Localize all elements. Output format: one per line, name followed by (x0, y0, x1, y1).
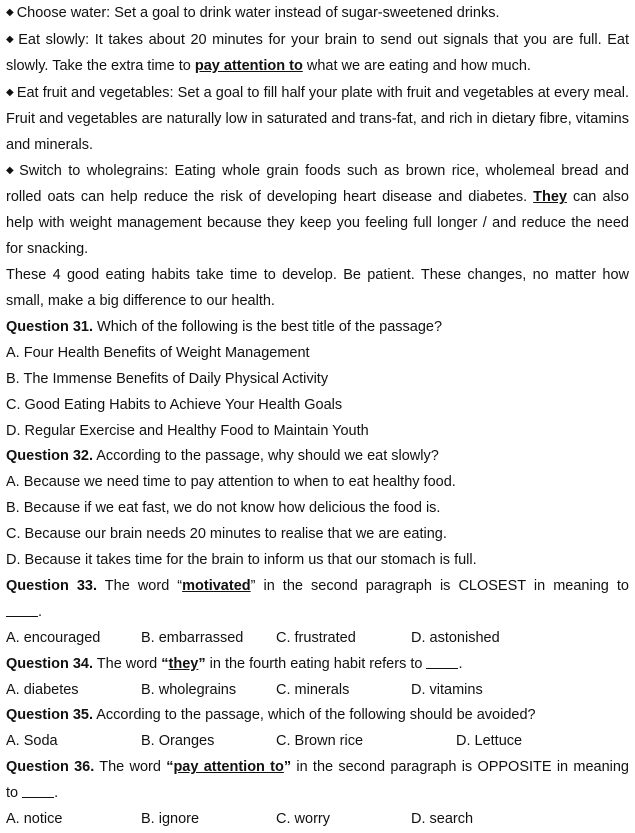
habit-text: Eat fruit and vegetables: Set a goal to fill half your plate with fruit and vegetables at every meal. Fruit and vegetables are naturally low in saturated and trans-fat, and rich in dietary fibre, vitamins and minerals. (6, 84, 629, 153)
question-text: in the second paragraph is OPPOSITE in meaning (291, 759, 629, 776)
question-tail: . (38, 603, 43, 620)
diamond-bullet-icon: ◆ (6, 86, 14, 98)
diamond-bullet-icon: ◆ (6, 165, 17, 177)
question-text: in the fourth eating habit refers to (205, 655, 427, 672)
question-35 (6, 703, 629, 729)
option-c[interactable]: C. Because our brain needs 20 minutes to realise that we are eating. (6, 526, 447, 543)
habit-choose-water (6, 0, 629, 27)
answer-blank (22, 783, 54, 798)
question-text: Which of the following is the best title of the passage? (93, 318, 443, 335)
diamond-bullet-icon: ◆ (6, 33, 16, 45)
option-b[interactable]: B. embarrassed (141, 629, 244, 646)
option-d[interactable]: D. search (411, 811, 474, 828)
question-text: The word (93, 655, 162, 672)
question-label: Question 34. (6, 655, 94, 672)
option-a[interactable]: A. diabetes (6, 681, 79, 698)
question-text: According to the passage, which of the following should be avoided? (93, 707, 536, 724)
closing-paragraph: These 4 good eating habits take time to develop. Be patient. These changes, no matter how small, make a big difference to our health. (6, 267, 629, 309)
highlighted-phrase: pay attention to (194, 57, 303, 74)
question-36-blank-line (6, 781, 629, 807)
option-c[interactable]: C. worry (276, 811, 330, 828)
option-a[interactable]: A. Four Health Benefits of Weight Management (6, 344, 310, 361)
options-row (6, 807, 629, 833)
option-a[interactable]: A. Soda (6, 733, 58, 750)
option-c[interactable]: C. frustrated (276, 629, 356, 646)
question-32 (6, 444, 629, 470)
diamond-bullet-icon: ◆ (6, 7, 14, 18)
option-a[interactable]: A. notice (6, 811, 63, 828)
question-tail: . (54, 785, 59, 802)
question-36 (6, 755, 629, 781)
option-c[interactable]: C. Good Eating Habits to Achieve Your Health Goals (6, 396, 343, 413)
habit-text: Eat slowly: It takes about 20 minutes for your brain to send out signals that you are full. Eat slowly. Take the extra time to (6, 31, 629, 74)
close-quote: ” (198, 655, 206, 672)
question-label: Question 35. (6, 707, 94, 724)
habit-text: can also help with weight management because they keep you feeling full longer / and reduce the need for snacking. (6, 189, 629, 258)
option-d[interactable]: D. Because it takes time for the brain to inform us that our stomach is full. (6, 552, 477, 569)
habit-fruit-vegetables (6, 80, 629, 159)
question-text: The word “ (97, 577, 183, 594)
option-a[interactable]: A. Because we need time to pay attention to when to eat healthy food. (6, 474, 456, 491)
option-b[interactable]: B. Because if we eat fast, we do not know how delicious the food is. (6, 500, 441, 517)
option-d[interactable]: D. Lettuce (456, 733, 523, 750)
habit-eat-slowly (6, 27, 629, 80)
options-row (6, 729, 629, 755)
question-label: Question 33. (6, 577, 98, 594)
habit-wholegrains (6, 158, 629, 263)
question-31 (6, 315, 629, 341)
question-text: to (6, 785, 23, 802)
question-text: The word (94, 759, 167, 776)
question-33-blank-line (6, 600, 629, 626)
close-quote: ” (283, 759, 292, 776)
option-d[interactable]: D. astonished (411, 629, 500, 646)
question-34 (6, 652, 629, 678)
option-b[interactable]: B. The Immense Benefits of Daily Physical Activity (6, 370, 329, 387)
option-b[interactable]: B. Oranges (141, 733, 215, 750)
habit-text: Choose water: Set a goal to drink water instead of sugar-sweetened drinks. (16, 5, 500, 21)
question-label: Question 32. (6, 448, 94, 465)
option-b[interactable]: B. ignore (141, 811, 200, 828)
option-c[interactable]: C. Brown rice (276, 733, 364, 750)
question-text: According to the passage, why should we eat slowly? (93, 448, 439, 465)
question-label: Question 31. (6, 318, 94, 335)
habit-text: Switch to wholegrains: Eating whole grain foods such as brown rice, wholemeal bread and rolled oats can help reduce the risk of developing heart disease and diabetes. (6, 163, 629, 206)
answer-blank (6, 602, 38, 617)
highlighted-phrase: pay attention to (173, 759, 284, 776)
options-row (6, 678, 629, 704)
highlighted-word: They (533, 189, 567, 206)
option-c[interactable]: C. minerals (276, 681, 350, 698)
open-quote: “ (166, 759, 174, 776)
highlighted-word: motivated (182, 577, 251, 594)
question-tail: . (458, 655, 463, 672)
highlighted-word: they (168, 655, 199, 672)
option-a[interactable]: A. encouraged (6, 629, 101, 646)
option-d[interactable]: D. vitamins (411, 681, 483, 698)
option-b[interactable]: B. wholegrains (141, 681, 237, 698)
open-quote: “ (161, 655, 169, 672)
question-text: ” in the second paragraph is CLOSEST in meaning to (250, 577, 629, 594)
question-label: Question 36. (6, 759, 95, 776)
habit-text: what we are eating and how much. (302, 57, 531, 74)
question-33 (6, 574, 629, 600)
options-row (6, 626, 629, 652)
answer-blank (426, 654, 458, 669)
option-d[interactable]: D. Regular Exercise and Healthy Food to Maintain Youth (6, 422, 369, 439)
